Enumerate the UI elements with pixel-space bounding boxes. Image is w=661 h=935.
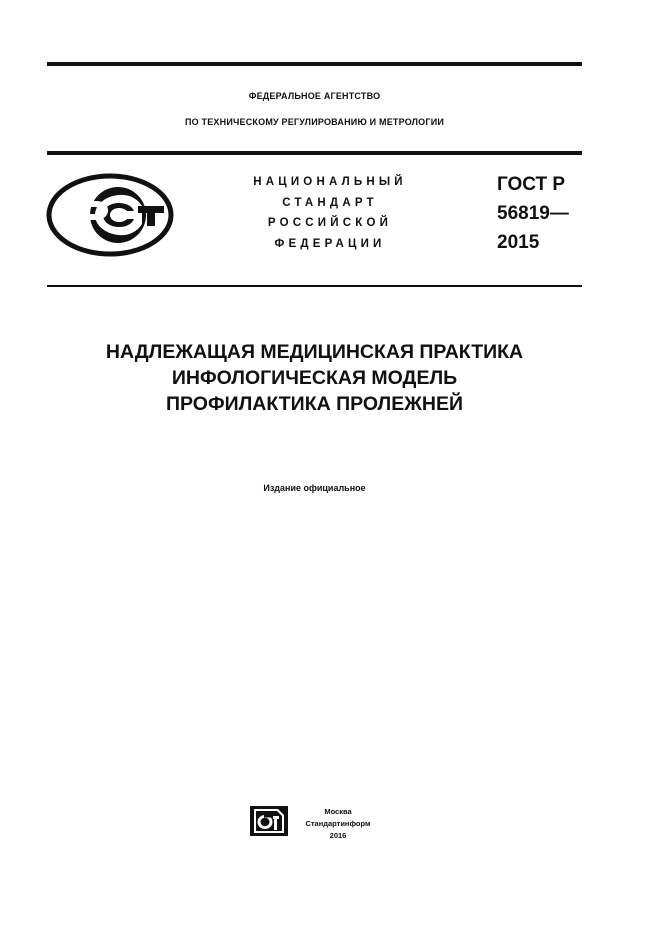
agency-name-line-1: ФЕДЕРАЛЬНОЕ АГЕНТСТВО — [248, 91, 381, 101]
gost-line: 56819— — [497, 203, 569, 224]
bottom-rule — [47, 285, 582, 287]
publisher-city: Москва — [324, 807, 352, 816]
title-line: НАДЛЕЖАЩАЯ МЕДИЦИНСКАЯ ПРАКТИКА — [105, 341, 524, 363]
rst-mark-icon — [46, 173, 174, 257]
national-standard-line: СТАНДАРТ — [282, 196, 378, 209]
publisher-name: Стандартинформ — [305, 819, 371, 828]
middle-rule — [47, 151, 582, 155]
title-line: ИНФОЛОГИЧЕСКАЯ МОДЕЛЬ — [171, 367, 458, 389]
gost-designation — [497, 170, 569, 257]
document-title — [47, 339, 582, 417]
standartinform-logo-icon — [249, 805, 289, 837]
title-line: ПРОФИЛАКТИКА ПРОЛЕЖНЕЙ — [166, 393, 463, 415]
gost-line: 2015 — [497, 232, 540, 253]
top-rule — [47, 62, 582, 66]
national-standard-line: НАЦИОНАЛЬНЫЙ — [253, 176, 407, 188]
agency-name-line-2: ПО ТЕХНИЧЕСКОМУ РЕГУЛИРОВАНИЮ И МЕТРОЛОГИИ — [184, 117, 445, 127]
national-standard-line: РОССИЙСКОЙ — [267, 217, 393, 229]
gost-line: ГОСТ Р — [497, 174, 566, 195]
national-standard-line: ФЕДЕРАЦИИ — [274, 237, 386, 250]
national-standard-label — [240, 172, 420, 254]
publisher-year: 2016 — [329, 831, 347, 840]
publisher-imprint — [296, 806, 380, 842]
edition-label: Издание официальное — [263, 483, 366, 493]
